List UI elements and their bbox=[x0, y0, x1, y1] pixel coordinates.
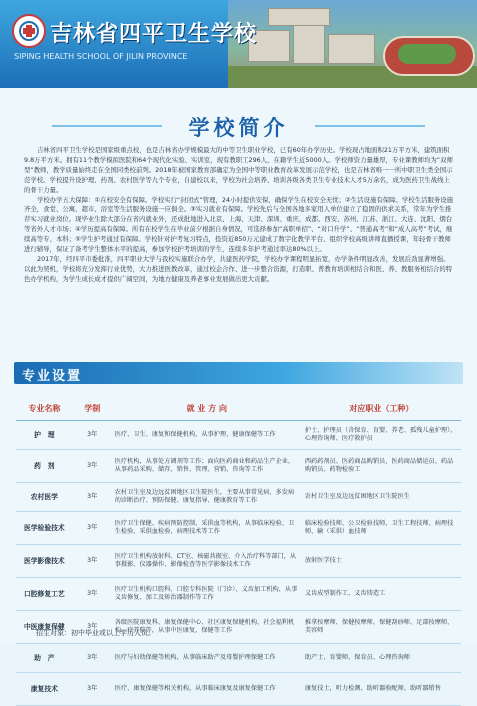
column-header-certificate: 对应职业（工种） bbox=[302, 398, 461, 421]
table-header-row bbox=[16, 398, 461, 421]
school-logo-icon bbox=[12, 14, 46, 48]
enrollment-note: 招生对象：初中毕业或以上学历人员。 bbox=[36, 629, 155, 637]
major-direction: 医疗卫生保健、疾病预防控制、采供血等机构，从事临床检验、卫生检验、采供血检验、病理技术等工作 bbox=[112, 512, 302, 545]
majors-table bbox=[16, 398, 461, 706]
major-name: 中医康复保健 bbox=[16, 611, 73, 644]
major-certificate: 康复技士，听力检测、助听器验配师、助听器销售 bbox=[302, 673, 461, 706]
major-direction: 医疗、康复保健等相关机构，从事临床康复及康复保健工作 bbox=[112, 673, 302, 706]
major-certificate: 农村卫生室及边远贫困地区卫生院医生 bbox=[302, 483, 461, 512]
major-certificate: 护士、护理员（含保育、育婴、养老、孤残儿童护理），心理咨询师、医疗救护员 bbox=[302, 421, 461, 450]
major-direction: 医疗卫生机构放射科、CT室、核磁共振室、介入治疗科等部门，从事摄影、仪器操作、影像检查等医学影像技术工作 bbox=[112, 545, 302, 578]
major-name: 助 产 bbox=[16, 644, 73, 673]
table-row bbox=[16, 450, 461, 483]
major-length: 3年 bbox=[73, 450, 112, 483]
major-length: 3年 bbox=[73, 644, 112, 673]
major-name: 康复技术 bbox=[16, 673, 73, 706]
major-length: 3年 bbox=[73, 673, 112, 706]
column-header-name: 专业名称 bbox=[16, 398, 73, 421]
majors-title: 专业设置 bbox=[22, 369, 83, 384]
major-name: 护 理 bbox=[16, 421, 73, 450]
table-row bbox=[16, 578, 461, 611]
major-certificate: 助产士、育婴师、保育员、心理咨询师 bbox=[302, 644, 461, 673]
major-name: 药 剂 bbox=[16, 450, 73, 483]
table-row bbox=[16, 512, 461, 545]
campus-aerial-photo bbox=[228, 0, 477, 88]
major-direction: 医疗卫生机构口腔科、口腔专科医院（门诊）、义齿加工机构，从事义齿修复、加工及矫治器制作等工作 bbox=[112, 578, 302, 611]
major-length: 3年 bbox=[73, 512, 112, 545]
major-certificate: 推拿按摩师、保健按摩师、保健刮痧师、足部按摩师、美容师 bbox=[302, 611, 461, 644]
table-row bbox=[16, 483, 461, 512]
major-certificate: 义齿成型制作工、义齿铸造工 bbox=[302, 578, 461, 611]
major-length: 3年 bbox=[73, 611, 112, 644]
major-length: 3年 bbox=[73, 483, 112, 512]
major-length: 3年 bbox=[73, 421, 112, 450]
column-header-direction: 就 业 方 向 bbox=[112, 398, 302, 421]
school-name-english: SIPING HEALTH SCHOOL OF JILIN PROVINCE bbox=[14, 52, 188, 61]
intro-title: 学校简介 bbox=[188, 115, 289, 140]
major-direction: 农村卫生室及边远贫困地区卫生院医生，主要从事常见病、多发病的诊断治疗、预防保健、康复指导、健康教育等工作 bbox=[112, 483, 302, 512]
major-direction: 各级医院康复科、康复保健中心、社区康复保健机构、社会福利机构、疗养院等，从事中医康复、保健等工作 bbox=[112, 611, 302, 644]
major-certificate: 临床检验技师、公卫检验技师、卫生工程技师、病理技师、输（采供）血技师 bbox=[302, 512, 461, 545]
intro-paragraph: 学校办学五大保障：①在校安全有保障。学校实行“封闭式”管理，24小时提供安保，确保学生在校安全无忧；②生活设施有保障。学校生活服务设施齐全，食堂、公寓、超市、浴室等生活服务设施一应俱全。③实习就业有保障。学校先后与全国各地多家用人单位建立了稳固的供求关系，常年为学生推荐实习就业岗位。现毕业生除大部分在省内就业外，还成批地进入北京、上海、天津、深圳、重庆、成都、西安、苏州、江苏、浙江、大连、沈阳、烟台等省外人才市场；④学历提高有保障。所有在校学生在毕业前夕根据自身情况，可选择参加“高职单招”、“对口升学”、“普通高考”和“成人高考”考试，继续高等专、本科；⑤学生护考通过有保障。学校针对护考复习特点，投资近850万元建成了数字化教学平台、组织学校高级讲师直播授课，年轻骨干教师进行辅导，保证了备考学生整体水平的提高，参加学校护考培训的学生，连续多年护考通过率达80%以上。 bbox=[24, 195, 454, 254]
table-row bbox=[16, 644, 461, 673]
intro-text bbox=[24, 146, 454, 285]
major-name: 医学影像技术 bbox=[16, 545, 73, 578]
intro-paragraph: 2017年，经四平市委批准，四平职业大学与我校实施联合办学，共建医药学院，学校办学课程明显拓宽，办学条件明显改善，发展后劲显著增强。以此为契机，学校将充分发挥行业优势，大力推进医教改革，通过校企合作、进一步整合资源，打造职、普教育培训相结合和医、养、教服务相结合的特色办学机构，为学生成长成才提供广阔空间，为地方健康及养老事业发展做出更大贡献。 bbox=[24, 254, 453, 283]
table-row bbox=[16, 673, 461, 706]
major-direction: 医疗与妇幼保健等机构，从事临床助产及母婴护理保健工作 bbox=[112, 644, 302, 673]
table-row bbox=[16, 611, 461, 644]
table-row bbox=[16, 421, 461, 450]
major-name: 农村医学 bbox=[16, 483, 73, 512]
major-length: 3年 bbox=[73, 545, 112, 578]
major-length: 3年 bbox=[73, 578, 112, 611]
school-name: 吉林省四平卫生学校 bbox=[50, 21, 258, 47]
table-row bbox=[16, 545, 461, 578]
major-name: 口腔修复工艺 bbox=[16, 578, 73, 611]
major-name: 医学检验技术 bbox=[16, 512, 73, 545]
header-banner bbox=[0, 0, 477, 88]
intro-paragraph: 吉林省四平卫生学校是国家级重点校，也是吉林省办学规模最大的中等卫生职业学校，已有60年办学历史。学校现占地面积21万平方米，建筑面积9.8万平方米。拥有11个教学模拟医院和64个现代化实验、实训室，现有教职工296人，在籍学生近5000人。学校师资力量雄厚，专业课教师均为“双师型”教师，教学质量始终走在全国同类校前列。2018年被国家教育部确定为全国中等职业教育改革发展示范学校，也是吉林省唯一一所中职卫生类全国示范学校。学校提升设护理、药剂、农村医学等九个专业，自建校以来，学校为社会培养、培训各级各类卫生专业技术人才5万余名，成为医药卫生战线上的骨干力量。 bbox=[24, 146, 453, 194]
major-certificate: 放射医学技士 bbox=[302, 545, 461, 578]
major-direction: 医疗机构，从事处方调剂等工作；面向医药商业和药品生产企业，从事药品采购、储存、销售、管理、营销、咨询等工作 bbox=[112, 450, 302, 483]
major-certificate: 西药药剂员、医药商品购销员、医药商品储运员、药品购销员、药物检验工 bbox=[302, 450, 461, 483]
column-header-length: 学制 bbox=[73, 398, 112, 421]
major-direction: 医疗、卫生、康复和保健机构，从事护理、健康保健等工作 bbox=[112, 421, 302, 450]
